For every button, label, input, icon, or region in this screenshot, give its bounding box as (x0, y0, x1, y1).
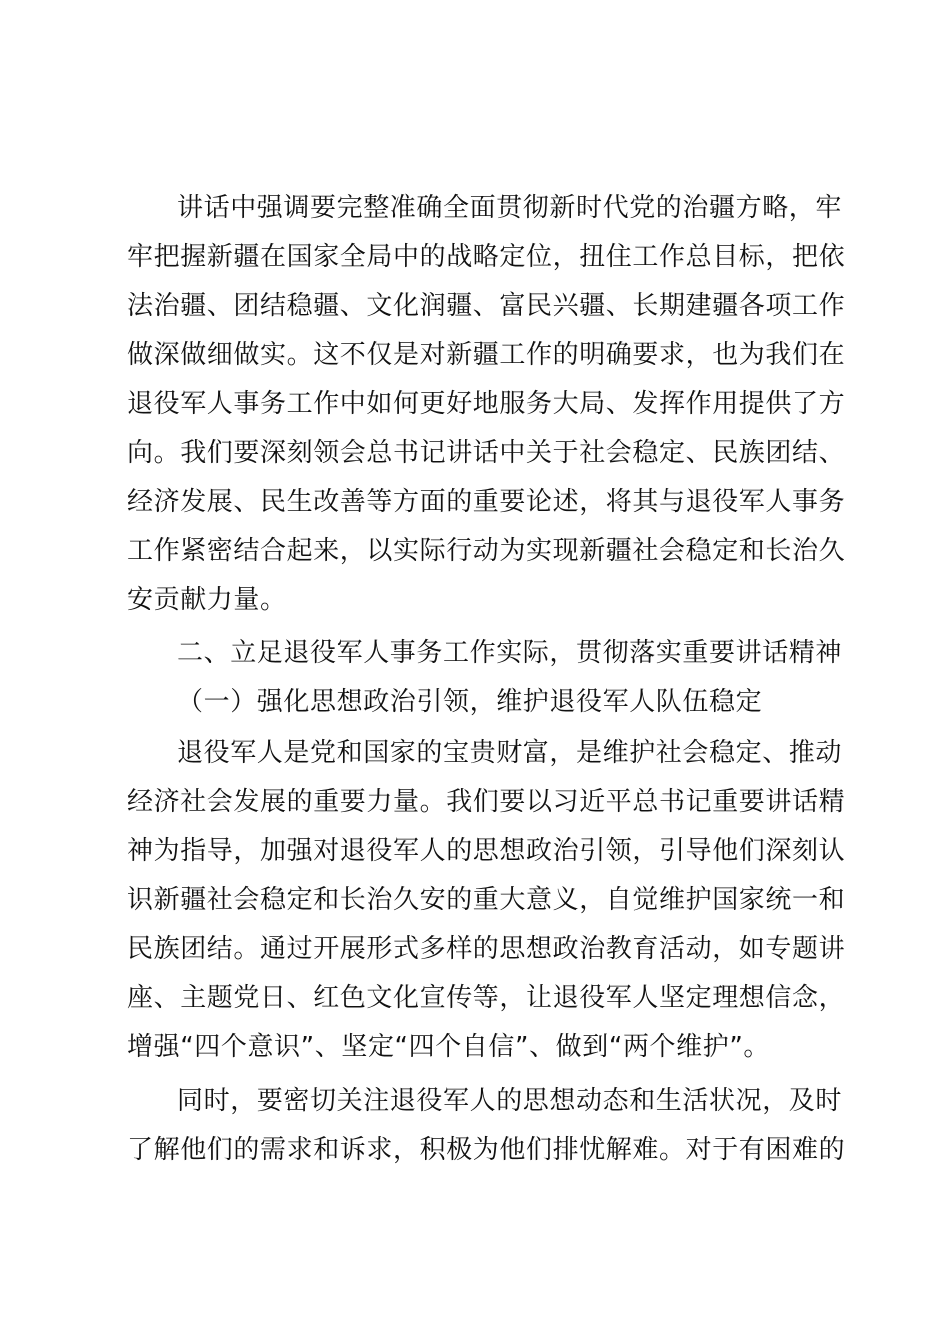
paragraph-1-line-4: 做深做细做实。这不仅是对新疆工作的明确要求，也为我们在 (127, 340, 846, 370)
paragraph-1-line-3: 法治疆、团结稳疆、文化润疆、富民兴疆、长期建疆各项工作 (127, 291, 846, 321)
paragraph-2-line-4: 识新疆社会稳定和长治久安的重大意义，自觉维护国家统一和 (127, 885, 846, 915)
paragraph-2-line-6: 座、主题党日、红色文化宣传等，让退役军人坚定理想信念， (127, 983, 846, 1013)
paragraph-3-line-1: 同时，要密切关注退役军人的思想动态和生活状况，及时 (177, 1086, 843, 1116)
paragraph-1-line-5: 退役军人事务工作中如何更好地服务大局、发挥作用提供了方 (127, 389, 846, 419)
paragraph-1-line-8: 工作紧密结合起来，以实际行动为实现新疆社会稳定和长治久 (127, 536, 846, 566)
section-heading: 二、立足退役军人事务工作实际，贯彻落实重要讲话精神 (177, 638, 843, 668)
paragraph-2-line-1: 退役军人是党和国家的宝贵财富，是维护社会稳定、推动 (177, 738, 843, 768)
paragraph-1-line-1: 讲话中强调要完整准确全面贯彻新时代党的治疆方略，牢 (177, 193, 843, 223)
paragraph-3-line-2: 了解他们的需求和诉求，积极为他们排忧解难。对于有困难的 (127, 1135, 846, 1165)
paragraph-1-line-6: 向。我们要深刻领会总书记讲话中关于社会稳定、民族团结、 (127, 438, 846, 468)
paragraph-1-line-2: 牢把握新疆在国家全局中的战略定位，扭住工作总目标，把依 (127, 242, 846, 272)
subsection-heading: （一）强化思想政治引领，维护退役军人队伍稳定 (177, 687, 763, 717)
paragraph-2-line-5: 民族团结。通过开展形式多样的思想政治教育活动，如专题讲 (127, 934, 846, 964)
paragraph-2-line-2: 经济社会发展的重要力量。我们要以习近平总书记重要讲话精 (127, 787, 846, 817)
paragraph-1-line-9: 安贡献力量。 (127, 585, 287, 615)
paragraph-2-line-7: 增强“四个意识”、坚定“四个自信”、做到“两个维护”。 (127, 1032, 771, 1062)
paragraph-1-line-7: 经济发展、民生改善等方面的重要论述，将其与退役军人事务 (127, 487, 846, 517)
paragraph-2-line-3: 神为指导，加强对退役军人的思想政治引领，引导他们深刻认 (127, 836, 846, 866)
